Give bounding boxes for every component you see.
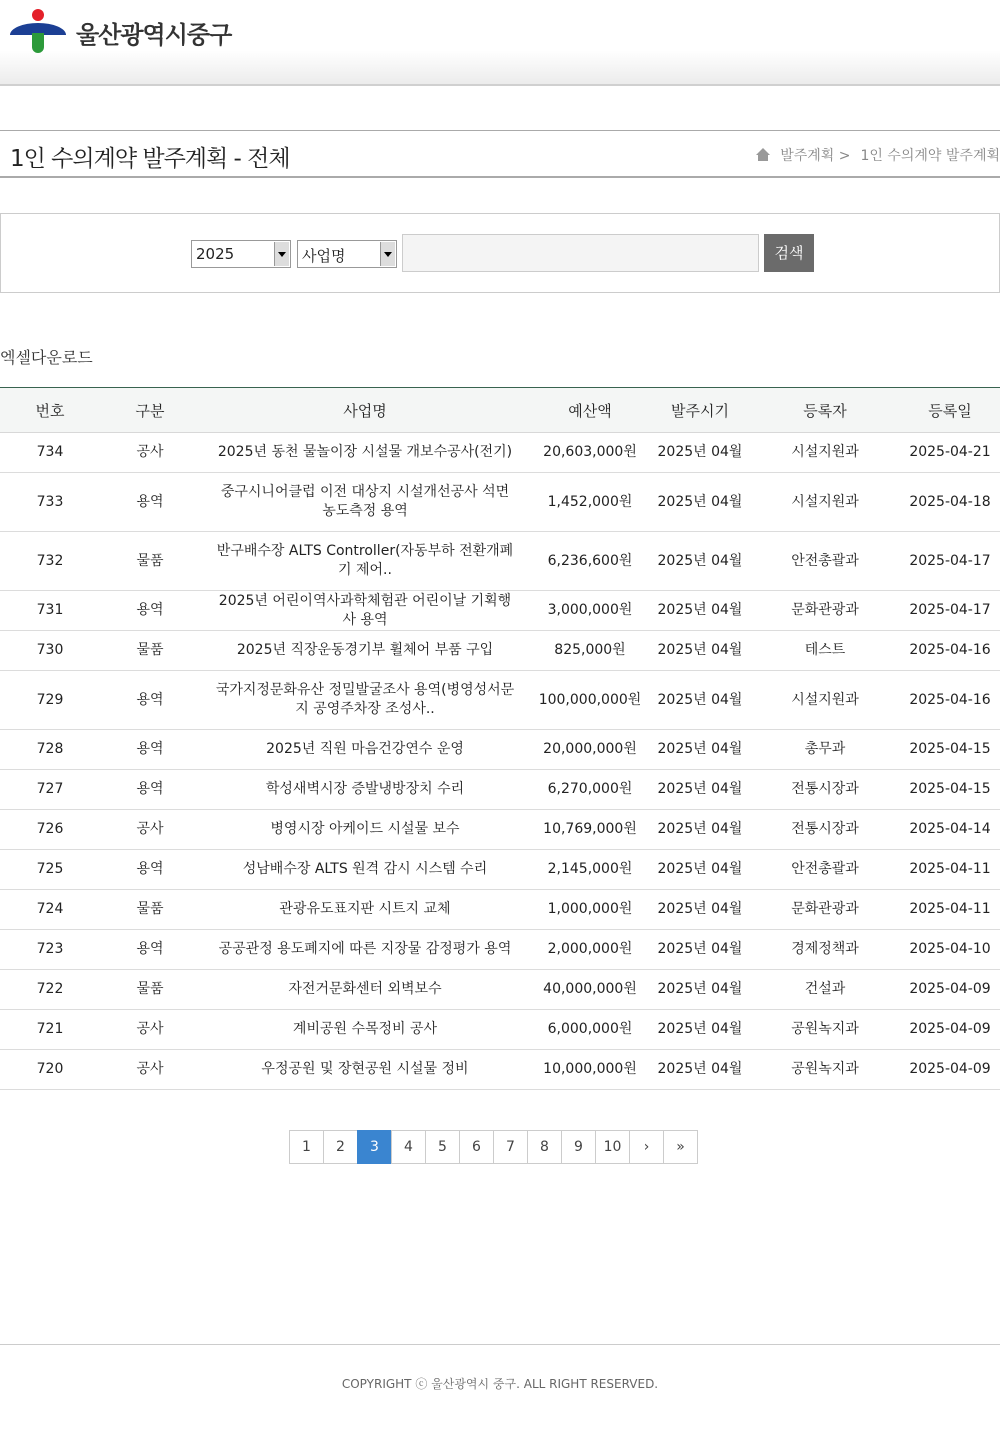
cell-type: 물품 xyxy=(100,631,200,671)
cell-dept: 시설지원과 xyxy=(750,473,900,532)
table-header-row xyxy=(0,388,1000,433)
cell-no: 725 xyxy=(0,850,100,890)
search-field-select[interactable] xyxy=(297,240,397,268)
page-link-8[interactable]: 8 xyxy=(527,1130,562,1164)
page-link-4[interactable]: 4 xyxy=(391,1130,426,1164)
table-row[interactable] xyxy=(0,433,1000,473)
col-header-budget: 예산액 xyxy=(530,388,650,433)
cell-date: 2025-04-16 xyxy=(900,631,1000,671)
table-row[interactable] xyxy=(0,473,1000,532)
last-page-icon[interactable]: » xyxy=(663,1130,698,1164)
cell-title-link[interactable]: 2025년 동천 물놀이장 시설물 개보수공사(전기) xyxy=(200,433,530,473)
cell-budget: 2,000,000원 xyxy=(530,930,650,970)
cell-title-link[interactable]: 병영시장 아케이드 시설물 보수 xyxy=(200,810,530,850)
page-link-2[interactable]: 2 xyxy=(323,1130,358,1164)
next-page-icon[interactable]: › xyxy=(629,1130,664,1164)
cell-type: 용역 xyxy=(100,730,200,770)
cell-title-link[interactable]: 계비공원 수목정비 공사 xyxy=(200,1010,530,1050)
cell-type: 공사 xyxy=(100,810,200,850)
breadcrumb-item-current: 1인 수의계약 발주계획 xyxy=(860,148,1000,164)
site-header xyxy=(0,0,1000,86)
cell-budget: 1,452,000원 xyxy=(530,473,650,532)
cell-no: 730 xyxy=(0,631,100,671)
cell-date: 2025-04-11 xyxy=(900,890,1000,930)
page-link-10[interactable]: 10 xyxy=(595,1130,630,1164)
cell-no: 732 xyxy=(0,532,100,591)
pagination xyxy=(289,1130,698,1164)
table-row[interactable] xyxy=(0,1010,1000,1050)
cell-type: 용역 xyxy=(100,473,200,532)
cell-type: 용역 xyxy=(100,671,200,730)
cell-no: 726 xyxy=(0,810,100,850)
logo-text: 울산광역시중구 xyxy=(76,20,232,49)
excel-download-link[interactable]: 엑셀다운로드 xyxy=(0,348,93,367)
cell-dept: 공원녹지과 xyxy=(750,1010,900,1050)
cell-title-link[interactable]: 중구시니어클럽 이전 대상지 시설개선공사 석면 농도측정 용역 xyxy=(200,473,530,532)
col-header-no: 번호 xyxy=(0,388,100,433)
search-box xyxy=(0,213,1000,293)
cell-title-link[interactable]: 성남배수장 ALTS 원격 감시 시스템 수리 xyxy=(200,850,530,890)
cell-dept: 안전총괄과 xyxy=(750,532,900,591)
cell-no: 727 xyxy=(0,770,100,810)
cell-title-link[interactable]: 공공관정 용도폐지에 따른 지장물 감정평가 용역 xyxy=(200,930,530,970)
table-row[interactable] xyxy=(0,970,1000,1010)
cell-period: 2025년 04월 xyxy=(650,433,750,473)
page-link-5[interactable]: 5 xyxy=(425,1130,460,1164)
logo-emblem-icon xyxy=(10,9,66,55)
cell-budget: 10,000,000원 xyxy=(530,1050,650,1090)
home-icon[interactable] xyxy=(756,148,770,162)
cell-date: 2025-04-14 xyxy=(900,810,1000,850)
cell-dept: 전통시장과 xyxy=(750,770,900,810)
cell-type: 물품 xyxy=(100,532,200,591)
cell-date: 2025-04-15 xyxy=(900,770,1000,810)
cell-dept: 공원녹지과 xyxy=(750,1050,900,1090)
search-button[interactable]: 검색 xyxy=(764,234,814,272)
cell-date: 2025-04-10 xyxy=(900,930,1000,970)
cell-dept: 전통시장과 xyxy=(750,810,900,850)
cell-title-link[interactable]: 2025년 직원 마음건강연수 운영 xyxy=(200,730,530,770)
table-row[interactable] xyxy=(0,631,1000,671)
cell-no: 722 xyxy=(0,970,100,1010)
cell-type: 물품 xyxy=(100,890,200,930)
page-link-1[interactable]: 1 xyxy=(289,1130,324,1164)
cell-title-link[interactable]: 국가지정문화유산 정밀발굴조사 용역(병영성서문지 공영주차장 조성사.. xyxy=(200,671,530,730)
cell-title-link[interactable]: 반구배수장 ALTS Controller(자동부하 전환개폐기 제어.. xyxy=(200,532,530,591)
chevron-down-icon[interactable] xyxy=(380,242,395,266)
cell-budget: 3,000,000원 xyxy=(530,591,650,631)
cell-dept: 시설지원과 xyxy=(750,671,900,730)
col-header-title: 사업명 xyxy=(200,388,530,433)
cell-title-link[interactable]: 2025년 어린이역사과학체험관 어린이날 기획행사 용역 xyxy=(200,591,530,631)
cell-date: 2025-04-09 xyxy=(900,1010,1000,1050)
cell-date: 2025-04-09 xyxy=(900,970,1000,1010)
cell-type: 공사 xyxy=(100,1010,200,1050)
page-link-7[interactable]: 7 xyxy=(493,1130,528,1164)
cell-budget: 10,769,000원 xyxy=(530,810,650,850)
cell-type: 용역 xyxy=(100,930,200,970)
page-link-9[interactable]: 9 xyxy=(561,1130,596,1164)
cell-no: 734 xyxy=(0,433,100,473)
table-row[interactable] xyxy=(0,671,1000,730)
breadcrumb-item-order-plan[interactable]: 발주계획 > xyxy=(780,148,851,164)
cell-period: 2025년 04월 xyxy=(650,473,750,532)
table-row[interactable] xyxy=(0,730,1000,770)
cell-title-link[interactable]: 학성새벽시장 증발냉방장치 수리 xyxy=(200,770,530,810)
cell-dept: 안전총괄과 xyxy=(750,850,900,890)
cell-no: 721 xyxy=(0,1010,100,1050)
cell-budget: 40,000,000원 xyxy=(530,970,650,1010)
cell-date: 2025-04-17 xyxy=(900,591,1000,631)
copyright-text: COPYRIGHT ⓒ 울산광역시 중구. ALL RIGHT RESERVED. xyxy=(341,1377,659,1391)
chevron-down-icon[interactable] xyxy=(274,242,289,266)
cell-budget: 1,000,000원 xyxy=(530,890,650,930)
cell-no: 724 xyxy=(0,890,100,930)
table-row[interactable] xyxy=(0,930,1000,970)
order-plan-table xyxy=(0,387,1000,1090)
col-header-period: 발주시기 xyxy=(650,388,750,433)
cell-period: 2025년 04월 xyxy=(650,1050,750,1090)
cell-budget: 20,000,000원 xyxy=(530,730,650,770)
cell-no: 731 xyxy=(0,591,100,631)
cell-period: 2025년 04월 xyxy=(650,930,750,970)
cell-budget: 100,000,000원 xyxy=(530,671,650,730)
cell-date: 2025-04-17 xyxy=(900,532,1000,591)
cell-type: 용역 xyxy=(100,850,200,890)
cell-dept: 테스트 xyxy=(750,631,900,671)
col-header-dept: 등록자 xyxy=(750,388,900,433)
table-row[interactable] xyxy=(0,770,1000,810)
page-title: 1인 수의계약 발주계획 - 전체 xyxy=(10,146,290,172)
cell-period: 2025년 04월 xyxy=(650,1010,750,1050)
cell-type: 공사 xyxy=(100,1050,200,1090)
cell-dept: 건설과 xyxy=(750,970,900,1010)
cell-dept: 총무과 xyxy=(750,730,900,770)
cell-title-link[interactable]: 관광유도표지판 시트지 교체 xyxy=(200,890,530,930)
cell-dept: 경제정책과 xyxy=(750,930,900,970)
cell-period: 2025년 04월 xyxy=(650,532,750,591)
site-logo[interactable] xyxy=(10,9,250,55)
cell-date: 2025-04-16 xyxy=(900,671,1000,730)
cell-period: 2025년 04월 xyxy=(650,890,750,930)
page-link-3-current[interactable]: 3 xyxy=(357,1130,392,1164)
cell-period: 2025년 04월 xyxy=(650,970,750,1010)
cell-dept: 시설지원과 xyxy=(750,433,900,473)
search-input[interactable] xyxy=(402,234,759,272)
cell-no: 729 xyxy=(0,671,100,730)
cell-no: 723 xyxy=(0,930,100,970)
cell-date: 2025-04-11 xyxy=(900,850,1000,890)
table-row[interactable] xyxy=(0,532,1000,591)
cell-type: 물품 xyxy=(100,970,200,1010)
cell-period: 2025년 04월 xyxy=(650,591,750,631)
cell-date: 2025-04-21 xyxy=(900,433,1000,473)
cell-date: 2025-04-18 xyxy=(900,473,1000,532)
cell-budget: 825,000원 xyxy=(530,631,650,671)
col-header-type: 구분 xyxy=(100,388,200,433)
cell-title-link[interactable]: 자전거문화센터 외벽보수 xyxy=(200,970,530,1010)
search-field-select-value: 사업명 xyxy=(302,247,346,265)
col-header-date: 등록일 xyxy=(900,388,1000,433)
table-row[interactable] xyxy=(0,591,1000,631)
cell-budget: 6,270,000원 xyxy=(530,770,650,810)
table-row[interactable] xyxy=(0,1050,1000,1090)
cell-budget: 20,603,000원 xyxy=(530,433,650,473)
cell-period: 2025년 04월 xyxy=(650,810,750,850)
cell-type: 용역 xyxy=(100,591,200,631)
cell-period: 2025년 04월 xyxy=(650,631,750,671)
site-footer xyxy=(0,1344,1000,1445)
table-row[interactable] xyxy=(0,810,1000,850)
page-link-6[interactable]: 6 xyxy=(459,1130,494,1164)
breadcrumb xyxy=(756,145,1000,165)
cell-date: 2025-04-15 xyxy=(900,730,1000,770)
cell-title-link[interactable]: 2025년 직장운동경기부 휠체어 부품 구입 xyxy=(200,631,530,671)
cell-budget: 6,000,000원 xyxy=(530,1010,650,1050)
title-bar xyxy=(0,130,1000,178)
cell-date: 2025-04-09 xyxy=(900,1050,1000,1090)
cell-no: 720 xyxy=(0,1050,100,1090)
cell-title-link[interactable]: 우정공원 및 장현공원 시설물 정비 xyxy=(200,1050,530,1090)
cell-dept: 문화관광과 xyxy=(750,591,900,631)
table-row[interactable] xyxy=(0,890,1000,930)
table-row[interactable] xyxy=(0,850,1000,890)
cell-period: 2025년 04월 xyxy=(650,770,750,810)
cell-type: 공사 xyxy=(100,433,200,473)
cell-period: 2025년 04월 xyxy=(650,850,750,890)
cell-budget: 6,236,600원 xyxy=(530,532,650,591)
cell-type: 용역 xyxy=(100,770,200,810)
cell-dept: 문화관광과 xyxy=(750,890,900,930)
cell-no: 728 xyxy=(0,730,100,770)
cell-period: 2025년 04월 xyxy=(650,671,750,730)
year-select[interactable] xyxy=(191,240,291,268)
cell-no: 733 xyxy=(0,473,100,532)
cell-period: 2025년 04월 xyxy=(650,730,750,770)
year-select-value: 2025 xyxy=(196,245,235,263)
cell-budget: 2,145,000원 xyxy=(530,850,650,890)
